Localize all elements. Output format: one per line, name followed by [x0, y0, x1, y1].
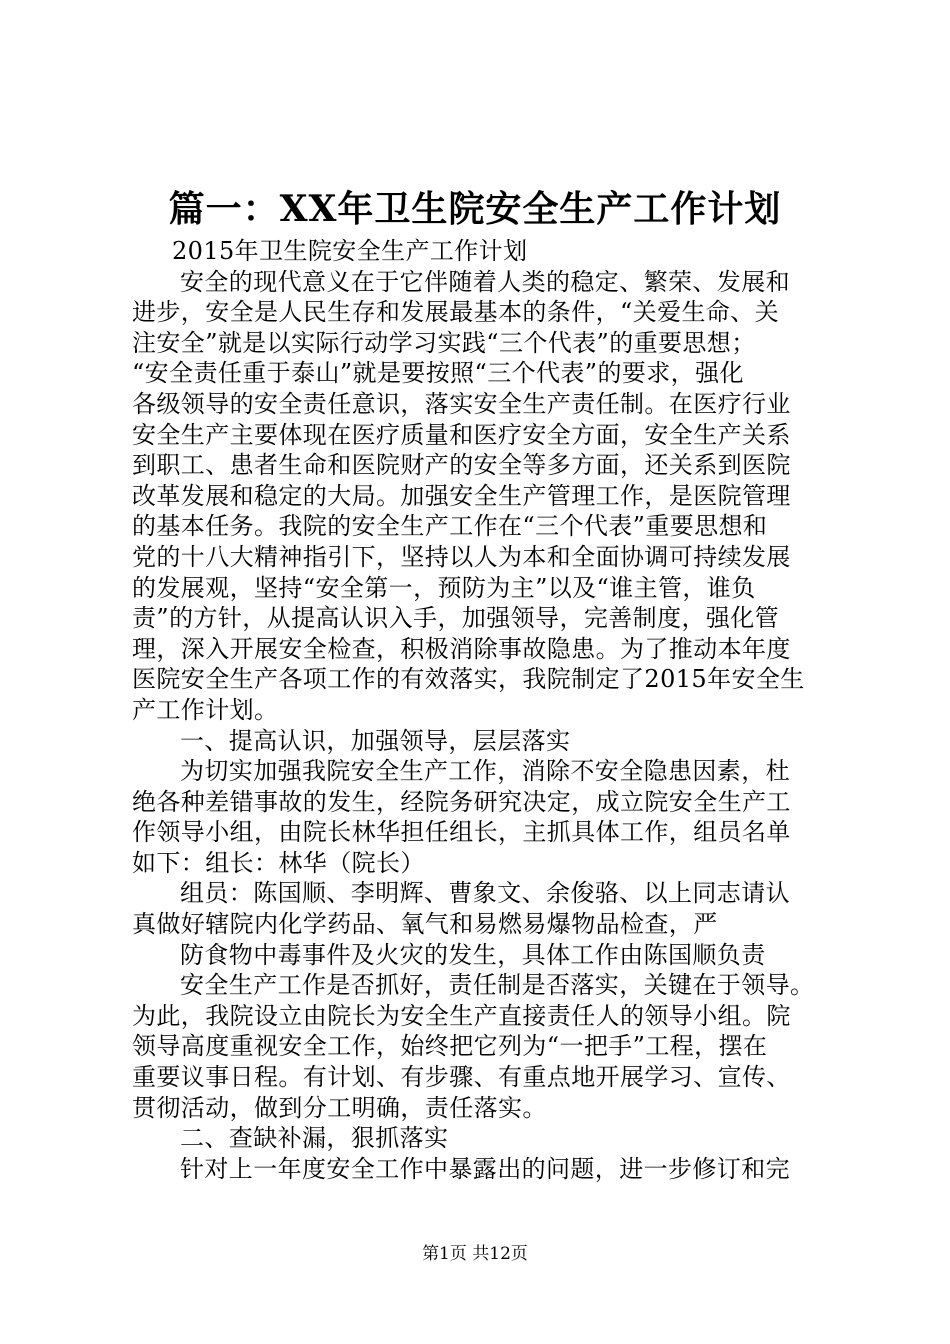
body-line: 安全生产工作是否抓好，责任制是否落实，关键在于领导。: [180, 971, 815, 1000]
body-line: 二、查缺补漏，狠抓落实: [180, 1124, 449, 1153]
body-line: 为切实加强我院安全生产工作，消除不安全隐患因素，杜: [180, 757, 790, 786]
body-line: 到职工、患者生命和医院财产的安全等多方面，还关系到医院: [132, 451, 791, 480]
body-line: 安全的现代意义在于它伴随着人类的稳定、繁荣、发展和: [180, 267, 790, 296]
body-line: 贯彻活动，做到分工明确，责任落实。: [132, 1093, 547, 1122]
body-line: 绝各种差错事故的发生，经院务研究决定，成立院安全生产工: [132, 787, 791, 816]
body-line: “安全责任重于泰山”就是要按照“三个代表”的要求，强化: [132, 359, 744, 388]
body-line: 作领导小组，由院长林华担任组长，主抓具体工作，组员名单: [132, 818, 791, 847]
body-line: 领导高度重视安全工作，始终把它列为“一把手”工程，摆在: [132, 1032, 768, 1061]
body-line: 真做好辖院内化学药品、氧气和易燃易爆物品检查，严: [132, 910, 718, 939]
body-line: 一、提高认识，加强领导，层层落实: [180, 726, 571, 755]
body-line: 进步，安全是人民生存和发展最基本的条件，“关爱生命、关: [132, 298, 780, 327]
body-line: 的发展观，坚持“安全第一，预防为主”以及“谁主管，谁负: [132, 573, 756, 602]
body-line: 医院安全生产各项工作的有效落实，我院制定了2015年安全生: [132, 665, 805, 694]
body-line: 如下：组长：林华（院长）: [132, 848, 425, 877]
body-line: 党的十八大精神指引下，坚持以人为本和全面协调可持续发展: [132, 542, 791, 571]
body-line: 为此，我院设立由院长为安全生产直接责任人的领导小组。院: [132, 1001, 791, 1030]
body-line: 产工作计划。: [132, 695, 279, 724]
body-line: 防食物中毒事件及火灾的发生，具体工作由陈国顺负责: [180, 940, 766, 969]
body-line: 理，深入开展安全检查，积极消除事故隐患。为了推动本年度: [132, 634, 791, 663]
body-line: 重要议事日程。有计划、有步骤、有重点地开展学习、宣传、: [132, 1063, 791, 1092]
body-line: 2015年卫生院安全生产工作计划: [172, 237, 528, 265]
body-line: 的基本任务。我院的安全生产工作在“三个代表”重要思想和: [132, 512, 768, 541]
body-line: 安全生产主要体现在医疗质量和医疗安全方面，安全生产关系: [132, 420, 791, 449]
document-title: 篇一：XX年卫生院安全生产工作计划: [168, 188, 782, 230]
document-body: [132, 236, 832, 1184]
body-line: 责”的方针，从提高认识入手，加强领导，完善制度，强化管: [132, 604, 780, 633]
body-line: 改革发展和稳定的大局。加强安全生产管理工作，是医院管理: [132, 481, 791, 510]
page-footer: 第1页 共12页: [422, 1244, 528, 1264]
body-line: 各级领导的安全责任意识，落实安全生产责任制。在医疗行业: [132, 389, 791, 418]
body-line: 针对上一年度安全工作中暴露出的问题，进一步修订和完: [180, 1154, 790, 1183]
body-line: 注安全”就是以实际行动学习实践“三个代表”的重要思想；: [132, 328, 756, 357]
body-line: 组员：陈国顺、李明辉、曹象文、余俊骆、以上同志请认: [180, 879, 790, 908]
